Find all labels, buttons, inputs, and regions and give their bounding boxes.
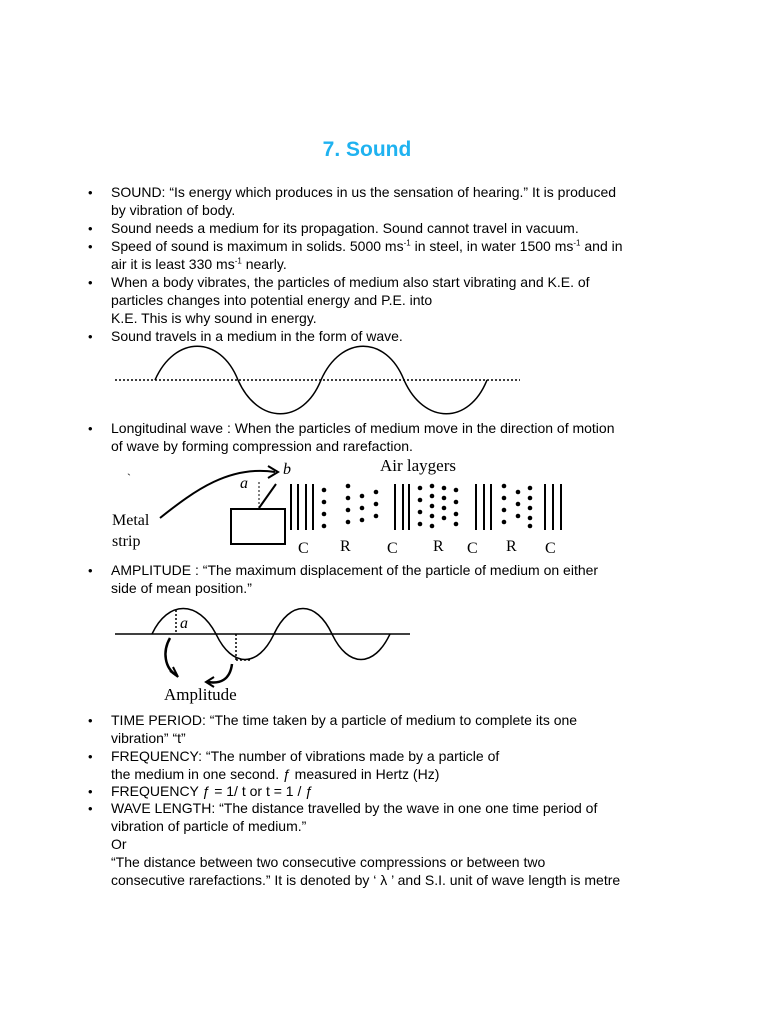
amplitude-arrow-right	[208, 664, 232, 682]
bullet-icon: •	[88, 421, 93, 436]
frequency-line-2: the medium in one second. ƒ measured in Hertz (Hz)	[111, 766, 440, 782]
air-particle-dot	[430, 484, 435, 489]
air-particle-dot	[528, 486, 533, 491]
wavelength-line-2: vibration of particle of medium.”	[111, 818, 307, 834]
speed2-text-a: air it is least 330 ms	[111, 256, 235, 272]
air-particle-dot	[528, 506, 533, 511]
vibrate-line-1: When a body vibrates, the particles of medium also start vibrating and K.E. of	[111, 274, 590, 290]
air-particle-dot	[516, 502, 521, 507]
air-particle-dot	[502, 508, 507, 513]
label-c-1: C	[298, 540, 309, 557]
sound-definition-line-2: by vibration of body.	[111, 202, 236, 218]
air-particle-dot	[418, 522, 423, 527]
metal-label: Metal	[112, 512, 150, 529]
air-particle-dot	[442, 496, 447, 501]
air-particle-dot	[454, 488, 459, 493]
curved-arrow-head	[268, 466, 278, 478]
frequency-formula-line: FREQUENCY ƒ = 1/ t or t = 1 / ƒ	[111, 783, 314, 799]
air-particle-dot	[346, 484, 351, 489]
medium-line: Sound needs a medium for its propagation. Sound cannot travel in vacuum.	[111, 220, 579, 236]
air-layers-heading: Air laygers	[380, 456, 457, 475]
amplitude-line-1: AMPLITUDE : “The maximum displacement of the particle of medium on either	[111, 562, 599, 578]
strip-line	[259, 484, 276, 508]
air-particle-dot	[454, 522, 459, 527]
air-layers	[291, 484, 561, 530]
air-particle-dot	[322, 524, 327, 529]
air-particle-dot	[430, 494, 435, 499]
amplitude-line-2: side of mean position.”	[111, 580, 252, 596]
air-particle-dot	[430, 504, 435, 509]
bullet-icon: •	[88, 239, 93, 254]
speed-superscript-2: -1	[573, 238, 581, 248]
air-particle-dot	[374, 502, 379, 507]
amplitude-arrow-left-head	[170, 667, 178, 677]
air-particle-dot	[528, 516, 533, 521]
air-particle-dot	[360, 518, 365, 523]
bullet-icon: •	[88, 221, 93, 236]
label-c-3: C	[467, 540, 478, 557]
curved-arrow-shaft	[160, 471, 275, 518]
wavelength-line-1: WAVE LENGTH: “The distance travelled by the wave in one one time period of	[111, 800, 598, 816]
amplitude-wave-curve	[152, 609, 390, 660]
vibrate-line-2: particles changes into potential energy and P.E. into	[111, 292, 433, 308]
air-particle-dot	[528, 496, 533, 501]
air-particle-dot	[322, 488, 327, 493]
strip-label: strip	[112, 533, 141, 550]
air-particle-dot	[360, 494, 365, 499]
air-particle-dot	[418, 486, 423, 491]
bullet-icon: •	[88, 784, 93, 799]
air-particle-dot	[322, 500, 327, 505]
time-period-line-2: vibration” “t”	[111, 730, 186, 746]
label-a-amplitude: a	[180, 615, 188, 632]
label-c-2: C	[387, 540, 398, 557]
label-a: a	[240, 475, 248, 492]
bullet-icon: •	[88, 563, 93, 578]
air-particle-dot	[516, 490, 521, 495]
sound-definition-line-1: SOUND: “Is energy which produces in us the sensation of hearing.” It is produced	[111, 184, 617, 200]
wavelength-line-4: consecutive rarefactions.” It is denoted by ‘ λ ’ and S.I. unit of wave length is metre	[111, 872, 621, 888]
label-r-2: R	[433, 538, 444, 555]
air-particle-dot	[442, 516, 447, 521]
tick-mark: `	[127, 471, 131, 485]
bullet-icon: •	[88, 275, 93, 290]
air-particle-dot	[430, 524, 435, 529]
vibrate-line-3: K.E. This is why sound in energy.	[111, 310, 317, 326]
speed-line-2	[111, 255, 287, 273]
speed-text-b: in steel, in water 1500 ms	[410, 238, 574, 254]
air-particle-dot	[346, 520, 351, 525]
air-particle-dot	[418, 510, 423, 515]
air-particle-dot	[442, 486, 447, 491]
air-particle-dot	[346, 508, 351, 513]
speed2-text-b: nearly.	[241, 256, 287, 272]
speed-superscript-1: -1	[403, 238, 411, 248]
bullet-icon: •	[88, 749, 93, 764]
air-particle-dot	[418, 498, 423, 503]
label-r-1: R	[340, 538, 351, 555]
air-particle-dot	[374, 514, 379, 519]
wave-form-line: Sound travels in a medium in the form of wave.	[111, 328, 403, 344]
label-b: b	[283, 461, 291, 478]
air-particle-dot	[322, 512, 327, 517]
longitudinal-line-2: of wave by forming compression and rarefaction.	[111, 438, 413, 454]
label-r-3: R	[506, 538, 517, 555]
air-particle-dot	[502, 520, 507, 525]
air-particle-dot	[502, 496, 507, 501]
speed-text-a: Speed of sound is maximum in solids. 5000 ms	[111, 238, 404, 254]
air-particle-dot	[442, 506, 447, 511]
air-particle-dot	[454, 512, 459, 517]
air-particle-dot	[346, 496, 351, 501]
page-title: 7. Sound	[322, 138, 412, 161]
amplitude-arrow-left	[165, 638, 176, 675]
or-line: Or	[111, 836, 127, 852]
wavelength-line-3: “The distance between two consecutive compressions or between two	[111, 854, 546, 870]
speed-line-1	[111, 237, 623, 255]
transverse-wave-curve	[155, 346, 487, 414]
air-particle-dot	[454, 500, 459, 505]
bullet-icon: •	[88, 329, 93, 344]
metal-block	[231, 509, 285, 544]
time-period-line-1: TIME PERIOD: “The time taken by a particle of medium to complete its one	[111, 712, 578, 728]
air-particle-dot	[430, 514, 435, 519]
amplitude-label: Amplitude	[164, 685, 237, 704]
amplitude-arrow-right-head	[206, 677, 214, 687]
longitudinal-line-1: Longitudinal wave : When the particles of medium move in the direction of motion	[111, 420, 615, 436]
bullet-icon: •	[88, 185, 93, 200]
label-c-4: C	[545, 540, 556, 557]
frequency-line-1: FREQUENCY: “The number of vibrations made by a particle of	[111, 748, 500, 764]
speed-text-c: and in	[580, 238, 623, 254]
air-particle-dot	[516, 514, 521, 519]
bullet-icon: •	[88, 713, 93, 728]
air-particle-dot	[528, 524, 533, 529]
air-particle-dot	[374, 490, 379, 495]
bullet-icon: •	[88, 801, 93, 816]
air-particle-dot	[502, 484, 507, 489]
speed2-superscript: -1	[234, 256, 242, 266]
air-particle-dot	[360, 506, 365, 511]
